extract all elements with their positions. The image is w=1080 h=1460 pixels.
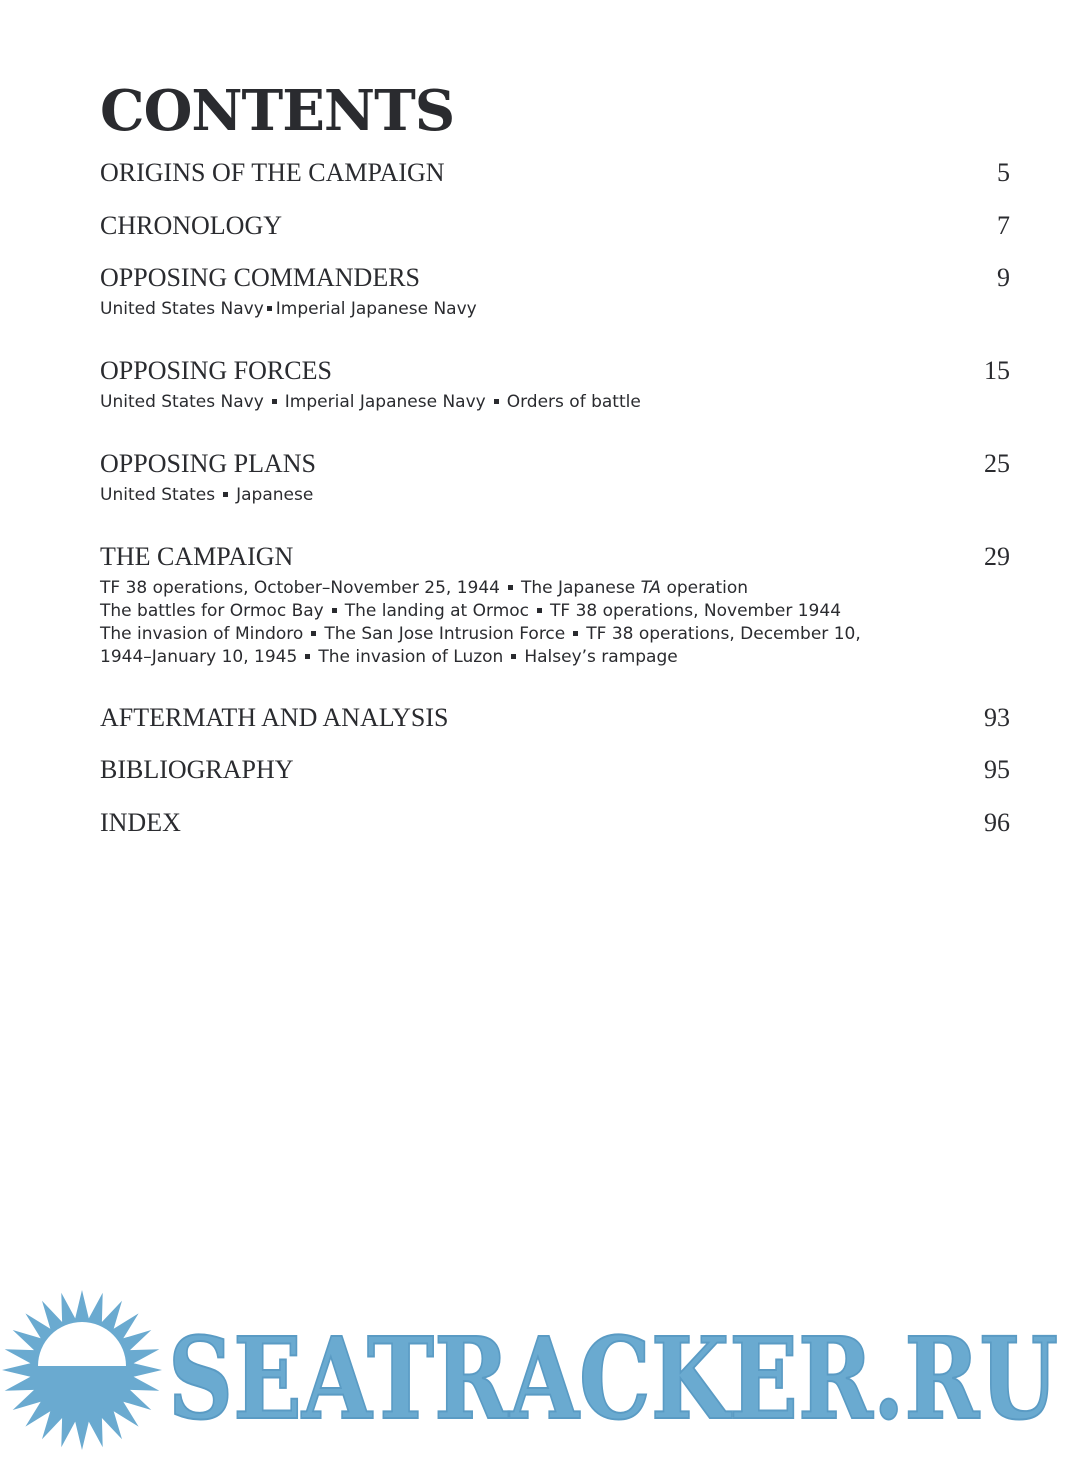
toc-subentry: Imperial Japanese Navy bbox=[284, 392, 486, 412]
toc-page-number: 95 bbox=[984, 755, 1010, 784]
toc-entry-title: BIBLIOGRAPHY bbox=[100, 755, 294, 784]
bullet-separator bbox=[332, 608, 337, 613]
bullet-separator bbox=[305, 654, 310, 659]
toc-page-number: 7 bbox=[997, 211, 1010, 240]
toc-subentry: Halsey’s rampage bbox=[524, 647, 678, 667]
toc-page-number: 9 bbox=[997, 263, 1010, 292]
toc-entry-aftermath[interactable] bbox=[100, 703, 1010, 735]
toc-subentry: TF 38 operations, October–November 25, 1944 bbox=[100, 578, 500, 598]
bullet-separator bbox=[311, 631, 316, 636]
toc-subentry: The invasion of Luzon bbox=[318, 647, 504, 667]
toc-entry-title: AFTERMATH AND ANALYSIS bbox=[100, 703, 449, 732]
toc-entry-title: CHRONOLOGY bbox=[100, 211, 282, 240]
toc-subentry: United States bbox=[100, 485, 216, 505]
toc-subentries bbox=[100, 484, 900, 507]
watermark-text: SEATRACKER.RU bbox=[168, 1314, 1058, 1445]
bullet-separator bbox=[573, 631, 578, 636]
toc-subentry: The battles for Ormoc Bay bbox=[100, 601, 324, 621]
watermark-graphic bbox=[0, 1290, 1080, 1455]
toc-entry-bibliography[interactable] bbox=[100, 755, 1010, 787]
toc-subentry: Japanese bbox=[236, 485, 314, 505]
toc-subentries bbox=[100, 391, 900, 414]
toc-subentry: 1944–January 10, 1945 bbox=[100, 647, 298, 667]
toc-page-number: 29 bbox=[984, 542, 1010, 571]
toc-entry-title: OPPOSING PLANS bbox=[100, 449, 316, 478]
bullet-separator bbox=[511, 654, 516, 659]
toc-subentry: Imperial Japanese Navy bbox=[275, 299, 477, 319]
toc-entry-opposing-plans[interactable] bbox=[100, 449, 1010, 507]
toc-page-number: 15 bbox=[984, 356, 1010, 385]
page-title: CONTENTS bbox=[100, 78, 455, 144]
toc-subentries bbox=[100, 577, 900, 669]
toc-entry-the-campaign[interactable] bbox=[100, 542, 1010, 669]
toc-subentry: The Japanese bbox=[520, 578, 636, 598]
toc-entry-title: THE CAMPAIGN bbox=[100, 542, 294, 571]
toc-subentry: TF 38 operations, November 1944 bbox=[550, 601, 842, 621]
toc-entry-title: INDEX bbox=[100, 808, 181, 837]
toc-subentry: United States Navy bbox=[100, 392, 264, 412]
toc-page-number: 96 bbox=[984, 808, 1010, 837]
toc-subentry: The San Jose Intrusion Force bbox=[324, 624, 566, 644]
toc-subentry: The landing at Ormoc bbox=[344, 601, 530, 621]
toc-entry-chronology[interactable] bbox=[100, 211, 1010, 243]
toc-entry-title: OPPOSING FORCES bbox=[100, 356, 332, 385]
toc-subentry-italic: TA bbox=[640, 578, 662, 598]
toc-page-number: 5 bbox=[997, 158, 1010, 187]
toc-page-number: 25 bbox=[984, 449, 1010, 478]
toc-entry-title: OPPOSING COMMANDERS bbox=[100, 263, 421, 292]
toc-subentry: TF 38 operations, December 10, bbox=[586, 624, 861, 644]
toc-subentries bbox=[100, 298, 900, 321]
toc-entry-index[interactable] bbox=[100, 808, 1010, 840]
sun-burst-icon bbox=[2, 1290, 162, 1450]
toc-subentry: The invasion of Mindoro bbox=[100, 624, 304, 644]
bullet-separator bbox=[223, 492, 228, 497]
bullet-separator bbox=[537, 608, 542, 613]
watermark-logo bbox=[0, 1290, 1080, 1455]
toc-entry-opposing-commanders[interactable] bbox=[100, 263, 1010, 321]
toc-subentry: Orders of battle bbox=[506, 392, 641, 412]
toc-subentry: operation bbox=[666, 578, 749, 598]
bullet-separator bbox=[508, 585, 513, 590]
toc-page-number: 93 bbox=[984, 703, 1010, 732]
toc-subentry: United States Navy bbox=[100, 299, 264, 319]
toc-entry-opposing-forces[interactable] bbox=[100, 356, 1010, 414]
bullet-separator bbox=[272, 399, 277, 404]
toc-entry-title: ORIGINS OF THE CAMPAIGN bbox=[100, 158, 445, 187]
toc-entry-origins[interactable] bbox=[100, 158, 1010, 190]
bullet-separator bbox=[267, 306, 272, 311]
bullet-separator bbox=[494, 399, 499, 404]
